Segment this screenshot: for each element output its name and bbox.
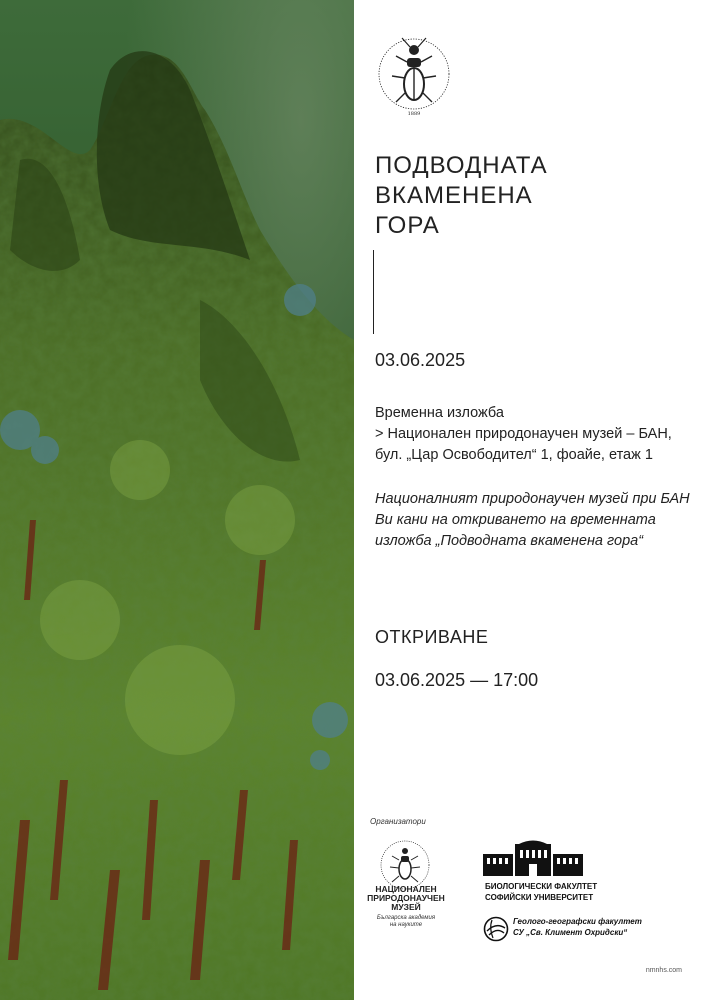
title-line: ВКАМЕНЕНА [375,182,533,209]
opening-label: ОТКРИВАНЕ [375,627,489,647]
geo-line: СУ „Св. Климент Охридски“ [513,928,628,937]
logo-year: 1889 [407,111,421,117]
geology-faculty-globe-icon [483,916,509,942]
info-panel [354,0,706,1000]
biology-faculty-name [485,881,597,903]
geo-line: Геолого-географски факултет [513,917,642,926]
invitation-text [375,489,690,552]
invite-line: изложба „Подводната вкаменена гора“ [375,533,644,549]
vertical-divider [373,250,374,334]
organizers-label: Организатори [370,817,426,826]
nmnhs-subtitle [362,915,450,929]
invite-line: Ви кани на откриването на временната [375,512,656,528]
nmnhs-name-line: ПРИРОДОНАУЧЕН [367,893,445,903]
nmnhs-name-line: МУЗЕЙ [391,902,421,912]
title-line: ПОДВОДНАТА [375,152,548,179]
invite-line: Националният природонаучен музей при БАН [375,491,690,507]
website-link[interactable]: nmnhs.com [645,967,682,974]
bio-line: БИОЛОГИЧЕСКИ ФАКУЛТЕТ [485,882,598,891]
venue-line: > Национален природонаучен музей – БАН, [375,426,672,442]
exhibition-date: 03.06.2025 [375,350,466,370]
bio-line: СОФИЙСКИ УНИВЕРСИТЕТ [485,893,594,902]
venue-line: Временна изложба [375,405,504,421]
title-line: ГОРА [375,212,440,239]
nmnhs-name [362,885,450,912]
venue-line: бул. „Цар Освободител“ 1, фоайе, етаж 1 [375,447,653,463]
nmnhs-sub-line: на науките [389,922,423,928]
nmnhs-sub-line: Българска академия [376,915,436,921]
nmnhs-name-line: НАЦИОНАЛЕН [375,884,437,894]
exhibition-title [375,151,548,241]
biology-faculty-building-icon [483,840,583,878]
opening-datetime: 03.06.2025 — 17:00 [375,670,539,690]
venue-info [375,403,672,466]
beetle-logo-icon [374,30,454,120]
geology-faculty-name [513,916,642,938]
